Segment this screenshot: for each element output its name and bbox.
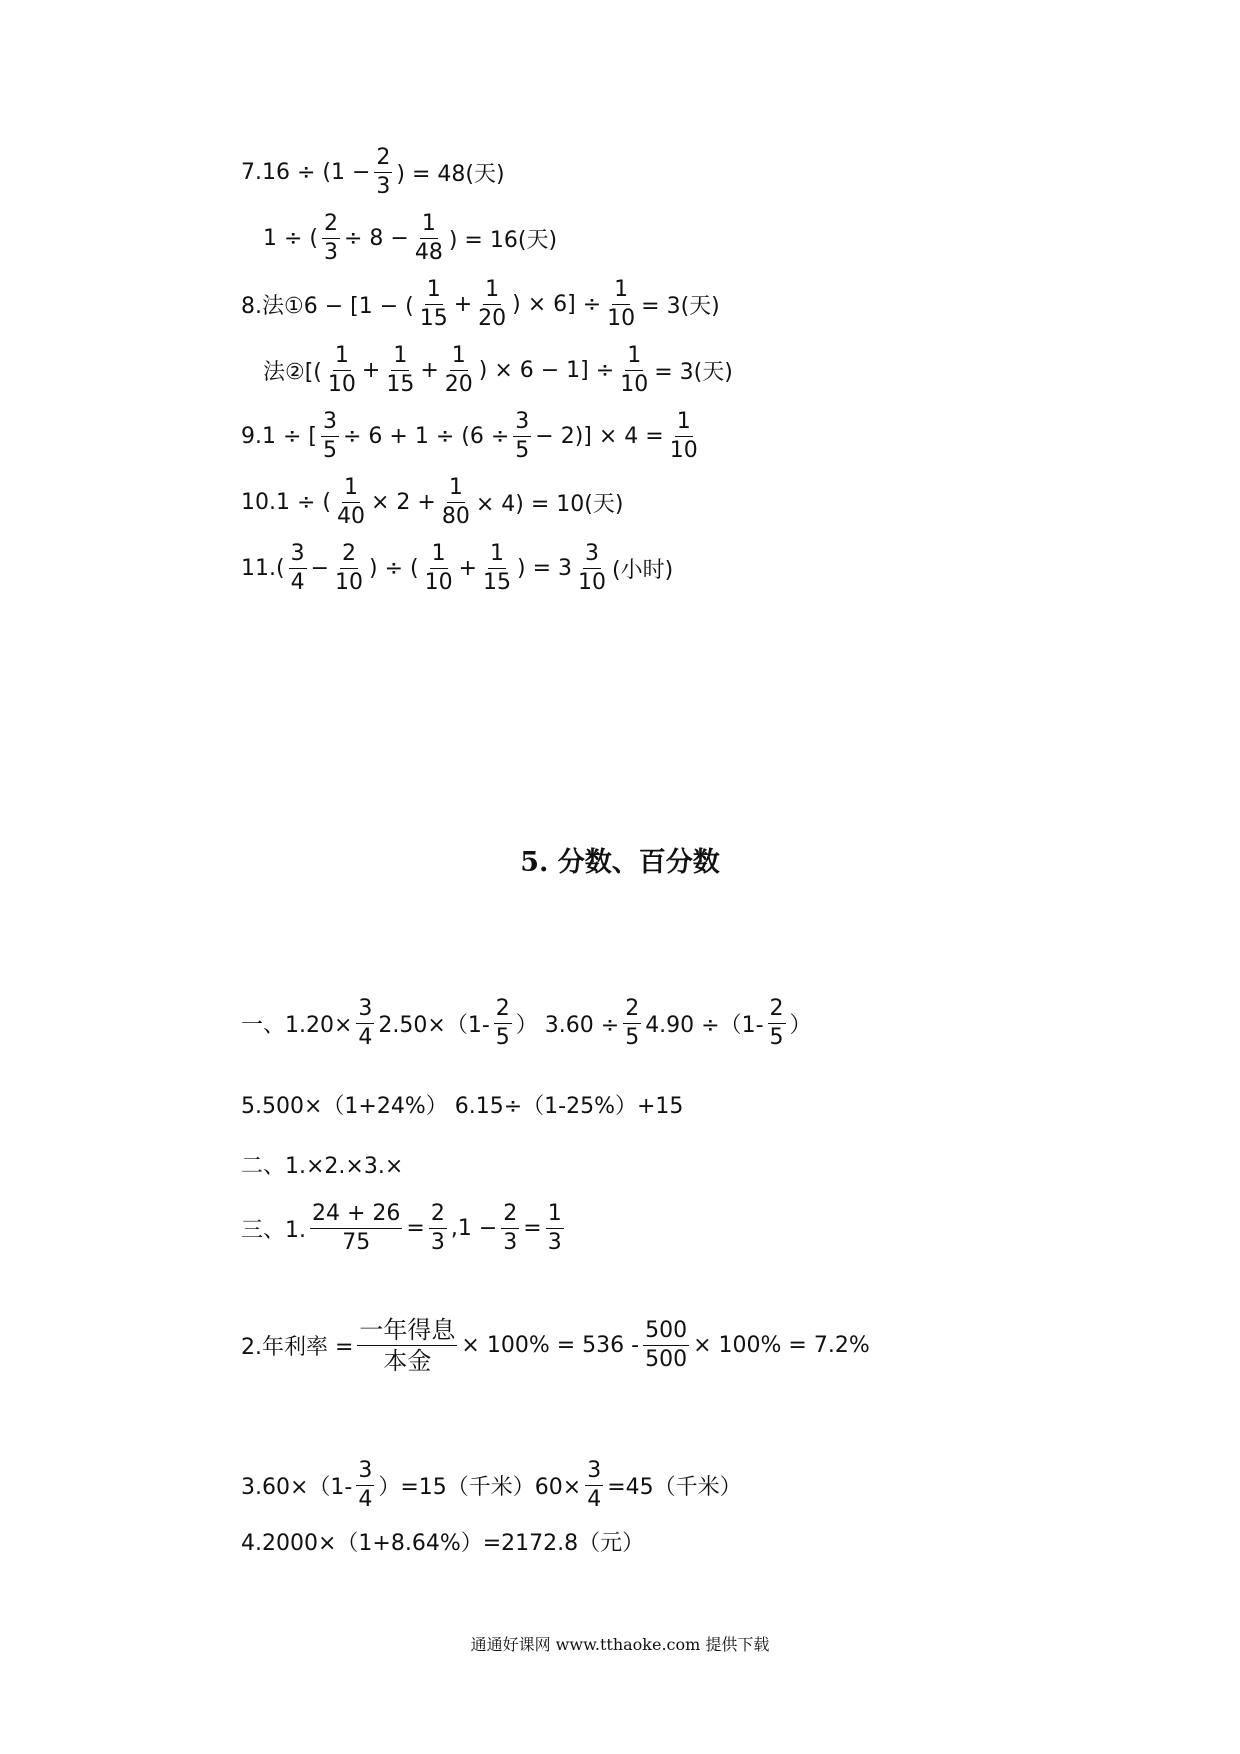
math-text: + xyxy=(361,357,381,383)
fraction: $\frac{24 + 26}{75}$ xyxy=(312,1200,401,1255)
fraction: $\frac{3}{5}$ xyxy=(323,408,337,463)
solution-7-line-2 xyxy=(262,210,558,265)
math-text: = xyxy=(406,1215,425,1241)
part-two-line xyxy=(240,1149,404,1180)
fraction: $\frac{2}{5}$ xyxy=(769,995,784,1050)
fraction: $\frac{1}{3}$ xyxy=(547,1200,562,1255)
solution-8-method-1 xyxy=(240,276,721,331)
fraction: $\frac{\text{一年得息}}{\text{本金}}$ xyxy=(359,1315,456,1375)
solution-9 xyxy=(240,408,703,463)
math-text: 8.法①6 − [1 − ( xyxy=(241,293,414,319)
solution-11 xyxy=(240,540,674,595)
math-text: ）=15（千米）60× xyxy=(378,1474,582,1500)
fraction: $\frac{3}{5}$ xyxy=(515,408,530,463)
math-text: − 2)] × 4 = xyxy=(535,423,664,449)
solution-8-method-2 xyxy=(262,342,734,397)
math-text: + xyxy=(458,555,478,581)
math-text: 7.16 ÷ (1 − xyxy=(241,159,371,185)
math-text: = 3(天) xyxy=(654,359,733,385)
math-text: × 4) = 10(天) xyxy=(475,491,624,517)
fraction: $\frac{1}{20}$ xyxy=(478,276,507,331)
part-three-line-4 xyxy=(240,1526,645,1557)
fraction: $\frac{2}{3}$ xyxy=(376,144,391,199)
math-text: ÷ 6 + 1 ÷ (6 ÷ xyxy=(343,423,510,449)
fraction: $\frac{1}{20}$ xyxy=(444,342,473,397)
fraction: $\frac{2}{5}$ xyxy=(495,995,510,1050)
fraction: $\frac{1}{10}$ xyxy=(607,276,636,331)
math-text: × 100% = 536 - xyxy=(461,1332,640,1358)
math-text: ) = 16(天) xyxy=(448,227,558,253)
footer-text: 通通好课网 www.tthaoke.com 提供下载 xyxy=(470,1635,770,1654)
math-text: ) × 6 − 1] ÷ xyxy=(478,357,615,383)
math-text: 4.90 ÷（1- xyxy=(645,1012,764,1038)
fraction: $\frac{1}{10}$ xyxy=(620,342,649,397)
math-text: 2.年利率 = xyxy=(241,1334,354,1360)
fraction: $\frac{2}{3}$ xyxy=(503,1200,518,1255)
fraction: $\frac{3}{4}$ xyxy=(587,1457,602,1512)
fraction: $\frac{2}{3}$ xyxy=(324,210,338,265)
math-text: ÷ 8 − xyxy=(344,225,409,251)
math-text: (小时) xyxy=(612,557,674,583)
fraction: $\frac{1}{15}$ xyxy=(386,342,415,397)
math-text: × 100% = 7.2% xyxy=(693,1332,870,1358)
fraction: $\frac{1}{15}$ xyxy=(419,276,448,331)
fraction: $\frac{1}{48}$ xyxy=(414,210,443,265)
math-text: = xyxy=(523,1215,542,1241)
fraction: $\frac{1}{10}$ xyxy=(669,408,698,463)
math-text: 二、1.×2.×3.× xyxy=(241,1153,404,1179)
fraction: $\frac{1}{40}$ xyxy=(337,474,365,529)
fraction: $\frac{3}{10}$ xyxy=(578,540,607,595)
math-text: ) = 3 xyxy=(517,555,573,581)
part-three-line-2 xyxy=(240,1315,871,1375)
solution-10 xyxy=(240,474,624,529)
part-one-line-1 xyxy=(240,995,813,1050)
math-text: ) × 6] ÷ xyxy=(512,291,602,317)
part-one-line-2 xyxy=(240,1089,684,1120)
math-text: × 2 + xyxy=(371,489,436,515)
math-text: ） xyxy=(789,1012,812,1038)
fraction: $\frac{1}{80}$ xyxy=(441,474,470,529)
math-text: 法②[( xyxy=(263,359,322,385)
math-text: 9.1 ÷ [ xyxy=(241,423,317,449)
part-three-line-3 xyxy=(240,1457,743,1512)
part-three-line-1 xyxy=(240,1200,567,1255)
math-text: + xyxy=(420,357,439,383)
math-text: 三、1. xyxy=(241,1217,306,1243)
fraction: $\frac{3}{4}$ xyxy=(358,995,373,1050)
math-text: + xyxy=(453,291,473,317)
math-text: 1 ÷ ( xyxy=(263,225,318,251)
fraction: $\frac{1}{10}$ xyxy=(327,342,356,397)
math-text: 5.500×（1+24%） 6.15÷（1-25%）+15 xyxy=(241,1093,684,1119)
math-text: − xyxy=(310,555,330,581)
math-text: =45（千米） xyxy=(607,1474,742,1500)
math-text: 3.60×（1- xyxy=(241,1474,353,1500)
fraction: $\frac{2}{5}$ xyxy=(625,995,640,1050)
fraction: $\frac{3}{4}$ xyxy=(290,540,305,595)
math-text: ) ÷ ( xyxy=(369,555,419,581)
fraction: $\frac{3}{4}$ xyxy=(358,1457,373,1512)
fraction: $\frac{500}{500}$ xyxy=(645,1317,688,1372)
math-text: 11.( xyxy=(241,555,285,581)
fraction: $\frac{1}{10}$ xyxy=(424,540,453,595)
math-text: ) = 48(天) xyxy=(396,161,505,187)
math-text: ） 3.60 ÷ xyxy=(515,1012,620,1038)
fraction: $\frac{2}{3}$ xyxy=(430,1200,445,1255)
math-text: 一、1.20× xyxy=(241,1012,353,1038)
math-text: 2.50×（1- xyxy=(378,1012,490,1038)
math-text: ,1 − xyxy=(450,1215,498,1241)
math-text: 10.1 ÷ ( xyxy=(241,489,331,515)
fraction: $\frac{1}{15}$ xyxy=(483,540,512,595)
math-text: 4.2000×（1+8.64%）=2172.8（元） xyxy=(241,1530,645,1556)
section-title: 5. 分数、百分数 xyxy=(520,847,720,878)
math-text: = 3(天) xyxy=(641,293,720,319)
fraction: $\frac{2}{10}$ xyxy=(335,540,364,595)
solution-7-line-1 xyxy=(240,144,506,199)
